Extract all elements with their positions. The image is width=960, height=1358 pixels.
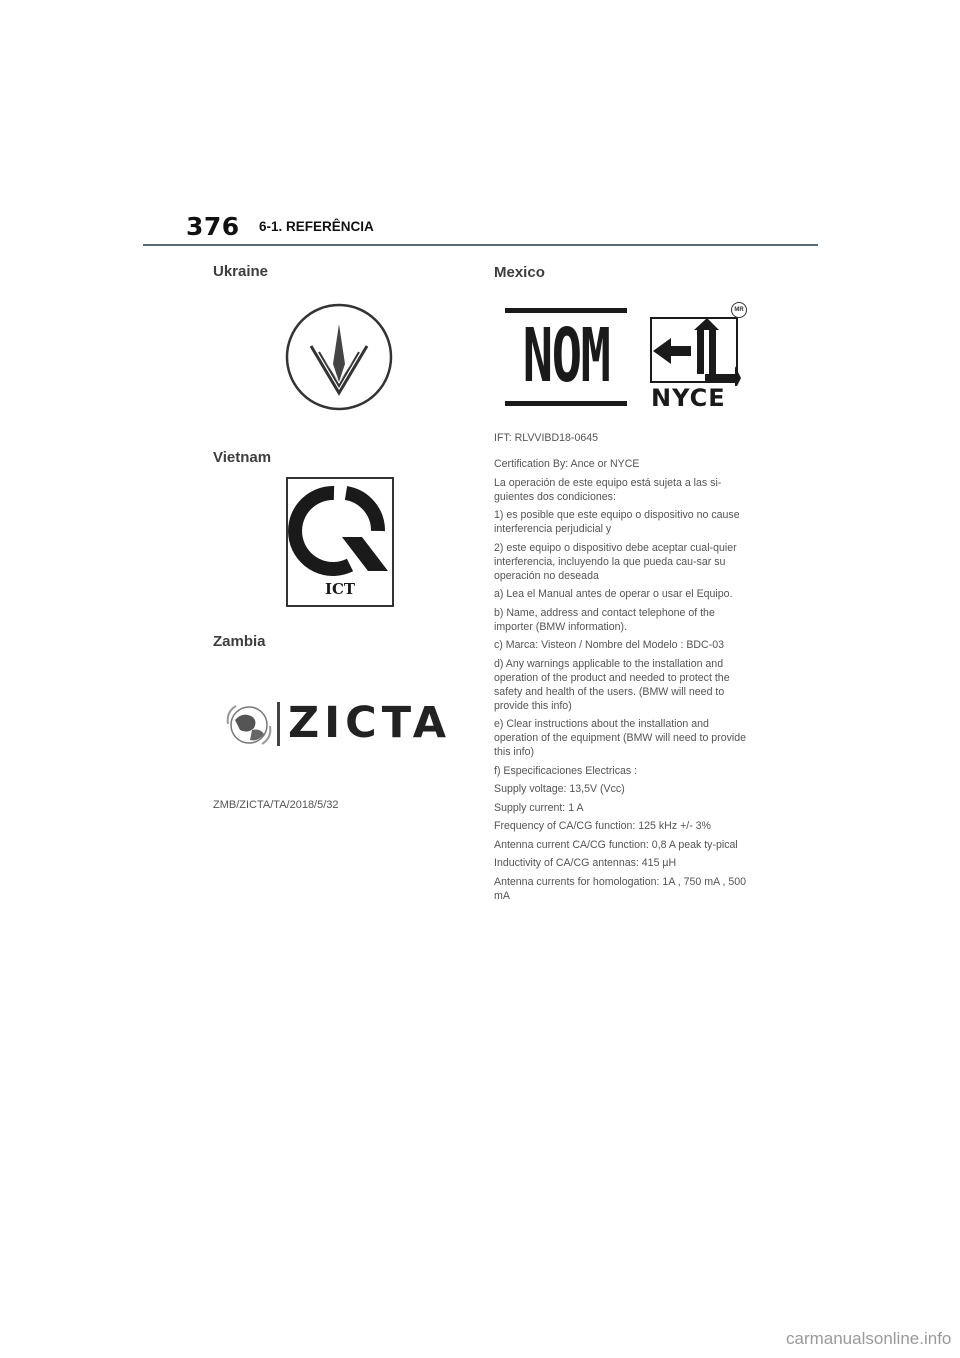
zicta-globe-icon <box>224 700 274 750</box>
heading-zambia: Zambia <box>213 633 266 650</box>
nyce-arrows-icon <box>649 316 741 386</box>
paragraph: Antenna currents for homologation: 1A , 750 mA , 500 mA <box>494 875 747 902</box>
ukraine-conformity-mark-icon <box>283 302 395 412</box>
paragraph: 2) este equipo o dispositivo debe aceptar cual-quier interferencia, incluyendo la que pueda cau-sar su operación no deseada <box>494 541 737 582</box>
nom-logo-text: NOM <box>522 313 610 399</box>
watermark-link[interactable]: carmanualsonline.info <box>786 1329 952 1348</box>
paragraph: Supply voltage: 13,5V (Vcc) <box>494 783 625 795</box>
paragraph: Supply current: 1 A <box>494 801 584 814</box>
mexico-nom-nyce-logo <box>505 300 757 414</box>
nyce-logo-text: NYCE <box>651 384 726 412</box>
paragraph: IFT: RLVVIBD18-0645 <box>494 432 599 444</box>
mexico-certification-text <box>494 431 756 907</box>
paragraph: Certification By: Ance or NYCE <box>494 458 640 470</box>
header-divider <box>143 244 818 246</box>
paragraph: Frequency of CA/CG function: 125 kHz +/- 3% <box>494 820 711 832</box>
zicta-divider <box>277 702 280 746</box>
nom-bottom-bar <box>505 401 627 406</box>
paragraph: 1) es posible que este equipo o dispositivo no cause interferencia perjudicial y <box>494 509 740 535</box>
zicta-logo-text: ZICTA <box>288 698 452 748</box>
paragraph: Antenna current CA/CG function: 0,8 A peak ty-pical <box>494 838 738 851</box>
paragraph: f) Especificaciones Electricas : <box>494 764 638 777</box>
paragraph: c) Marca: Visteon / Nombre del Modelo : BDC-03 <box>494 639 725 651</box>
page-number: 376 <box>186 212 240 241</box>
paragraph: La operación de este equipo está sujeta a las si-guientes dos condiciones: <box>494 476 722 503</box>
registered-mark-icon: MR <box>731 302 747 318</box>
heading-vietnam: Vietnam <box>213 449 272 466</box>
paragraph: a) Lea el Manual antes de operar o usar el Equipo. <box>494 588 733 600</box>
ict-logo-text: ICT <box>324 580 356 598</box>
paragraph: Inductivity of CA/CG antennas: 415 µH <box>494 857 677 869</box>
heading-ukraine: Ukraine <box>213 263 269 280</box>
zambia-zicta-logo <box>224 696 456 752</box>
paragraph: b) Name, address and contact telephone of the importer (BMW information). <box>494 606 715 633</box>
section-title: 6-1. REFERÊNCIA <box>259 219 374 234</box>
vietnam-ict-logo <box>286 477 394 607</box>
ict-q-mark-icon <box>288 483 392 581</box>
heading-mexico: Mexico <box>494 264 545 281</box>
paragraph: e) Clear instructions about the installation and operation of the equipment (BMW will need to provide this info) <box>494 718 747 758</box>
zambia-certificate-number: ZMB/ZICTA/TA/2018/5/32 <box>213 799 339 811</box>
paragraph: d) Any warnings applicable to the installation and operation of the product and needed to protect the safety and health of the users. (BMW will need to provide this info) <box>494 657 730 712</box>
